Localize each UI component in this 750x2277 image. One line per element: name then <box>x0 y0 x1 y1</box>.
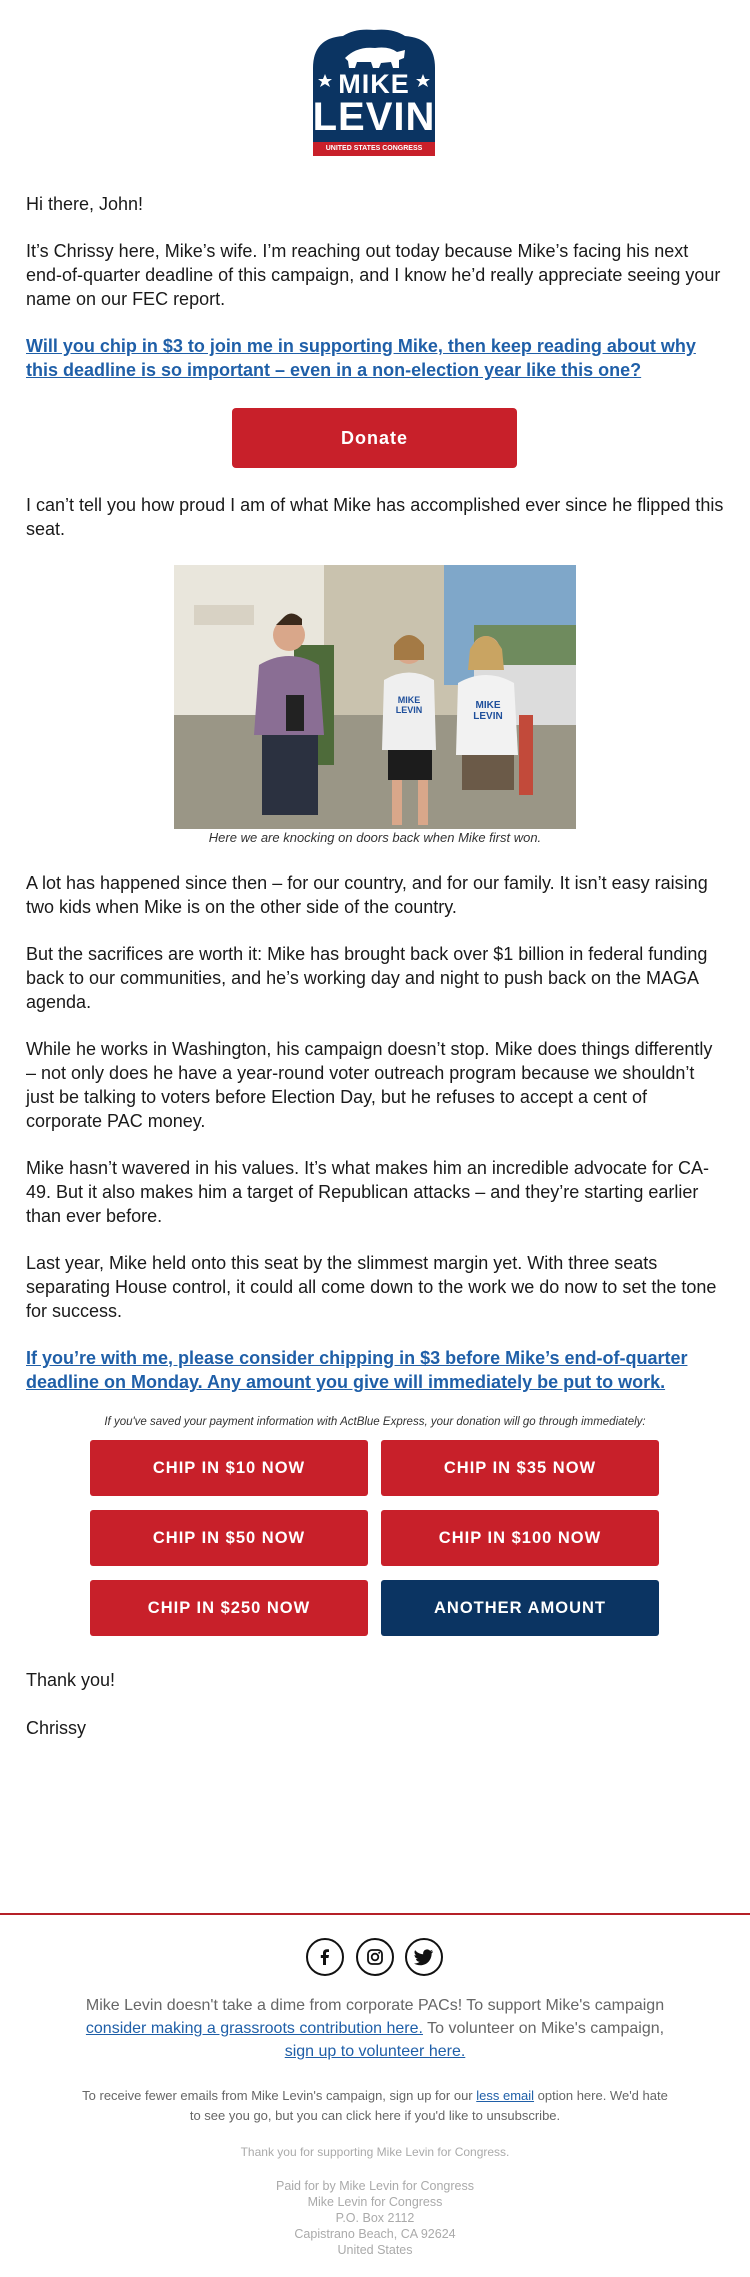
campaign-logo <box>305 28 443 160</box>
footer-pac-text-2: To volunteer on Mike's campaign, <box>422 2020 665 2037</box>
instagram-icon[interactable] <box>356 1938 394 1976</box>
footer-fewer-text-1: To receive fewer emails from Mike Levin's campaign, sign up for our <box>82 2088 477 2103</box>
donate-ask-link-1[interactable]: Will you chip in $3 to join me in supporting Mike, then keep reading about why this deadline is so important – even in a non-election year like this one? <box>26 336 696 380</box>
twitter-icon[interactable] <box>405 1938 443 1976</box>
photo-caption: Here we are knocking on doors back when Mike first won. <box>208 830 542 845</box>
city-line: Capistrano Beach, CA 92624 <box>294 2227 456 2241</box>
paragraph-1: A lot has happened since then – for our country, and for our family. It isn’t easy raising two kids when Mike is on the other side of the country. <box>26 873 708 917</box>
donate-button[interactable]: Donate <box>232 408 517 468</box>
shirt-logo-2: MIKE LEVIN <box>473 700 503 722</box>
paid-for-line: Paid for by Mike Levin for Congress <box>275 2179 474 2193</box>
chip-in-100-button[interactable]: CHIP IN $100 NOW <box>381 1510 659 1566</box>
footer-pac-text <box>75 1994 675 2063</box>
volunteer-link[interactable]: sign up to volunteer here. <box>284 2043 466 2060</box>
footer-divider <box>0 1913 750 1915</box>
paragraph-4: Mike hasn’t wavered in his values. It’s what makes him an incredible advocate for CA-49. But it also makes him a target of Republican attacks – and they’re starting earlier than ever before. <box>26 1158 709 1226</box>
po-box-line: P.O. Box 2112 <box>335 2211 415 2225</box>
chip-in-35-button[interactable]: CHIP IN $35 NOW <box>381 1440 659 1496</box>
another-amount-button[interactable]: ANOTHER AMOUNT <box>381 1580 659 1636</box>
logo-name-line2: LEVIN <box>312 95 436 139</box>
org-line: Mike Levin for Congress <box>307 2195 443 2209</box>
paragraph-5: Last year, Mike held onto this seat by the slimmest margin yet. With three seats separating House control, it could all come down to the work we do now to set the tone for success. <box>26 1253 717 1321</box>
paragraph-3: While he works in Washington, his campaign doesn’t stop. Mike does things differently – not only does he have a year-round voter outreach program because we shouldn’t just be talking to voters before Election Day, but he refuses to accept a cent of corporate PAC money. <box>26 1039 713 1131</box>
footer-fewer-text-2: option here. We'd hate to see you go, but you can click here if you'd like to unsubscribe. <box>189 2088 668 2123</box>
actblue-express-note: If you've saved your payment information with ActBlue Express, your donation will go through immediately: <box>104 1416 646 1428</box>
footer-fewer-emails <box>75 2086 675 2126</box>
campaign-photo <box>174 565 576 829</box>
greeting: Hi there, John! <box>26 194 144 214</box>
chip-in-10-button[interactable]: CHIP IN $10 NOW <box>90 1440 368 1496</box>
chip-in-250-button[interactable]: CHIP IN $250 NOW <box>90 1580 368 1636</box>
donate-ask-link-2[interactable]: If you’re with me, please consider chipping in $3 before Mike’s end-of-quarter deadline on Monday. Any amount you give will immediately be put to work. <box>26 1348 688 1392</box>
signature: Chrissy <box>26 1718 87 1738</box>
footer-thanks: Thank you for supporting Mike Levin for Congress. <box>240 2145 510 2159</box>
less-email-link[interactable]: less email <box>476 2088 535 2103</box>
paragraph-2: But the sacrifices are worth it: Mike has brought back over $1 billion in federal funding back to our communities, and he’s working day and night to push back on the MAGA agenda. <box>26 944 708 1012</box>
grassroots-contribution-link[interactable]: consider making a grassroots contribution here. <box>85 2020 423 2037</box>
chip-in-50-button[interactable]: CHIP IN $50 NOW <box>90 1510 368 1566</box>
intro-paragraph: It’s Chrissy here, Mike’s wife. I’m reaching out today because Mike’s facing his next end-of-quarter deadline of this campaign, and I know he’d really appreciate seeing your name on our FEC report. <box>26 241 721 309</box>
facebook-icon[interactable] <box>306 1938 344 1976</box>
footer-pac-text-1: Mike Levin doesn't take a dime from corporate PACs! To support Mike's campaign <box>85 1997 665 2014</box>
logo-name-line1: MIKE <box>338 69 410 99</box>
proud-paragraph: I can’t tell you how proud I am of what Mike has accomplished ever since he flipped this seat. <box>26 495 724 539</box>
thank-you-text: Thank you! <box>26 1670 116 1690</box>
logo-subtitle: UNITED STATES CONGRESS <box>325 145 423 152</box>
footer-address <box>75 2178 675 2258</box>
shirt-logo-1: MIKE LEVIN <box>395 695 423 715</box>
country-line: United States <box>337 2243 413 2257</box>
